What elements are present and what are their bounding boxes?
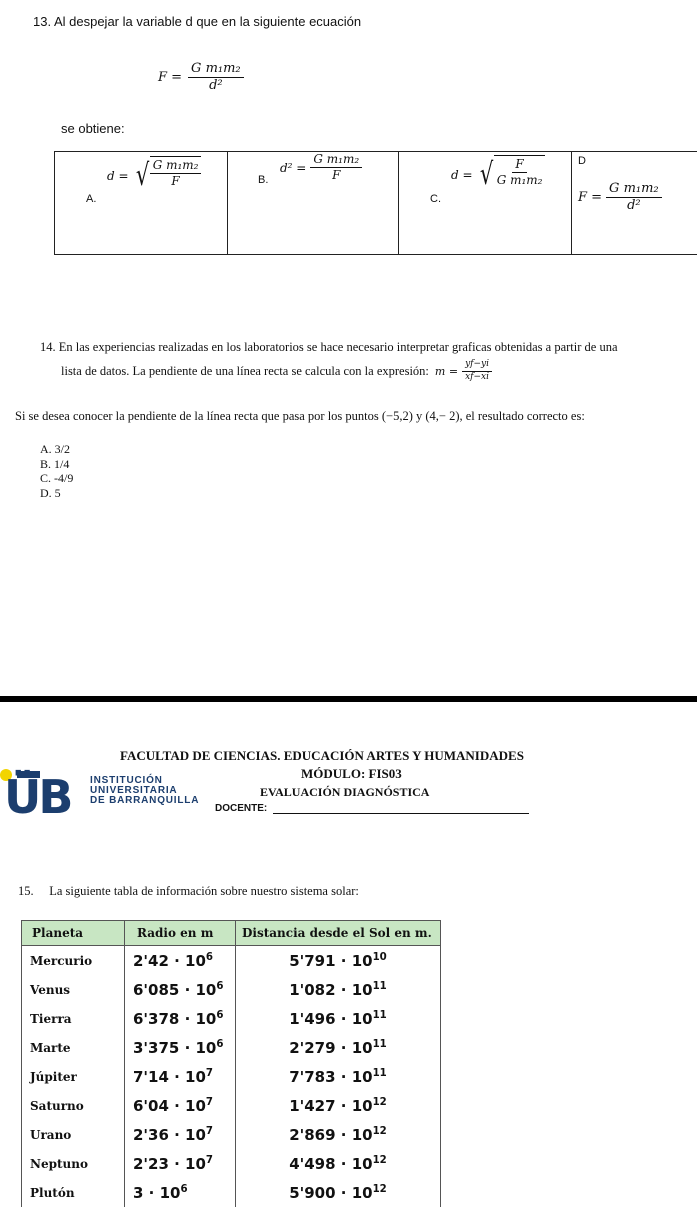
distance-cell-exponent: 12: [373, 1126, 387, 1137]
q14-option-c[interactable]: C. -4/9: [40, 471, 73, 486]
planet-name-cell: [22, 1004, 125, 1033]
module-title: MÓDULO: FIS03: [301, 766, 402, 782]
radius-cell-exponent: 6: [216, 1039, 223, 1050]
distance-cell-exponent: 12: [373, 1097, 387, 1108]
docente-label: DOCENTE:: [215, 803, 267, 814]
q13-option-b-label: B.: [258, 174, 268, 186]
distance-cell-exponent: 11: [373, 1039, 387, 1050]
planet-name-cell-value: Tierra: [30, 1012, 72, 1026]
planet-name-cell-value: Marte: [30, 1041, 71, 1055]
planet-name-cell-value: Júpiter: [30, 1070, 77, 1084]
q13-option-c-lhs: d =: [451, 168, 473, 182]
distance-cell-exponent: 11: [373, 981, 387, 992]
radius-cell-exponent: 7: [206, 1155, 213, 1166]
q13-option-c-num: F: [512, 158, 526, 173]
planet-name-cell: [22, 1120, 125, 1149]
logo-text-line2: UNIVERSITARIA: [90, 786, 199, 796]
q15-prompt: 15. La siguiente tabla de información sobre nuestro sistema solar:: [18, 884, 359, 899]
q13-option-b-formula: [280, 153, 362, 182]
distance-cell: [236, 1004, 441, 1033]
q13-option-a-label: A.: [86, 193, 96, 205]
q13-eq-den: d²: [206, 78, 226, 93]
table-row: [22, 1091, 441, 1120]
q13-eq-num: G m₁m₂: [188, 62, 244, 78]
distance-cell-value: 2'279 · 10: [289, 1039, 372, 1057]
distance-cell-value: 1'496 · 10: [289, 1010, 372, 1028]
table-row: [22, 1033, 441, 1062]
q13-option-a-cell[interactable]: [54, 151, 228, 255]
q13-eq-fraction: [188, 62, 244, 94]
q14-question: Si se desea conocer la pendiente de la línea recta que pasa por los puntos (−5,2) y (4,− 2), el resultado correcto es:: [15, 409, 697, 424]
distance-cell-exponent: 11: [373, 1068, 387, 1079]
table-row: [22, 1178, 441, 1207]
q13-option-b-lhs: d² =: [280, 161, 306, 175]
header-radius: Radio en m: [125, 921, 236, 946]
radius-cell-exponent: 6: [216, 1010, 223, 1021]
distance-cell-exponent: 12: [373, 1184, 387, 1195]
radius-cell-exponent: 7: [206, 1126, 213, 1137]
planet-name-cell-value: Neptuno: [30, 1157, 88, 1171]
logo-text-line1: INSTITUCIÓN: [90, 776, 199, 786]
q14-option-d[interactable]: D. 5: [40, 486, 73, 501]
q13-equation: [158, 62, 244, 94]
q13-option-b-num: G m₁m₂: [310, 153, 362, 168]
table-body: [22, 946, 441, 1207]
q13-option-c-sqrt: √ $\frac{F}{\text{G m₁m₂}}$: [477, 155, 546, 195]
planet-name-cell-value: Mercurio: [30, 954, 92, 968]
q14-option-b[interactable]: B. 1/4: [40, 457, 73, 472]
q13-prompt: 13. Al despejar la variable d que en la siguiente ecuación: [33, 14, 361, 29]
planet-name-cell: [22, 975, 125, 1004]
planet-name-cell: [22, 946, 125, 976]
radius-cell: [125, 1120, 236, 1149]
distance-cell: [236, 1062, 441, 1091]
radius-cell: [125, 1149, 236, 1178]
distance-cell: [236, 1091, 441, 1120]
planet-name-cell: [22, 1033, 125, 1062]
q14-formula-num: yf−yi: [462, 360, 492, 372]
radius-cell: [125, 1178, 236, 1207]
radius-cell: [125, 1091, 236, 1120]
q13-eq-lhs: F =: [158, 70, 182, 85]
distance-cell: [236, 1178, 441, 1207]
table-row: [22, 946, 441, 976]
planet-name-cell-value: Venus: [30, 983, 70, 997]
q13-option-b-cell[interactable]: [227, 151, 399, 255]
radius-cell: [125, 1033, 236, 1062]
table-row: [22, 1120, 441, 1149]
q13-option-a-num: G m₁m₂: [150, 159, 202, 174]
docente-line: [273, 813, 529, 814]
distance-cell-exponent: 11: [373, 1010, 387, 1021]
radius-cell-exponent: 6: [180, 1184, 187, 1195]
q13-option-c-cell[interactable]: [398, 151, 572, 255]
table-row: [22, 1149, 441, 1178]
q13-option-d-num: G m₁m₂: [606, 182, 662, 198]
q13-option-b-den: F: [329, 168, 343, 182]
planet-name-cell: [22, 1062, 125, 1091]
q13-option-a-formula: [107, 156, 201, 196]
distance-cell-value: 2'869 · 10: [289, 1126, 372, 1144]
radius-cell-exponent: 7: [206, 1097, 213, 1108]
distance-cell-value: 4'498 · 10: [289, 1155, 372, 1173]
institution-logo: [0, 760, 92, 820]
logo-text-line3: DE BARRANQUILLA: [90, 796, 199, 806]
logo-text: [90, 776, 199, 806]
radius-cell-value: 6'378 · 10: [133, 1010, 216, 1028]
q14-line2-text: lista de datos. La pendiente de una línea recta se calcula con la expresión:: [61, 364, 429, 379]
radius-cell: [125, 946, 236, 976]
distance-cell: [236, 1033, 441, 1062]
planet-name-cell-value: Urano: [30, 1128, 71, 1142]
q14-formula-lhs: m =: [435, 365, 458, 378]
radius-cell-value: 2'42 · 10: [133, 952, 206, 970]
table-row: [22, 1062, 441, 1091]
faculty-title: FACULTAD DE CIENCIAS. EDUCACIÓN ARTES Y HUMANIDADES: [120, 748, 524, 764]
q13-option-a-den: F: [168, 174, 182, 188]
distance-cell-exponent: 12: [373, 1155, 387, 1166]
planet-name-cell: [22, 1149, 125, 1178]
q13-option-c-den: G m₁m₂: [494, 173, 546, 187]
header-distance: Distancia desde el Sol en m.: [236, 921, 441, 946]
q13-option-a-lhs: d =: [107, 169, 129, 183]
distance-cell: [236, 975, 441, 1004]
radius-cell-value: 6'04 · 10: [133, 1097, 206, 1115]
header-planet: Planeta: [22, 921, 125, 946]
distance-cell: [236, 1120, 441, 1149]
q13-option-d-den: d²: [624, 198, 644, 213]
table-header-row: [22, 921, 441, 946]
page-divider: [0, 696, 697, 702]
planet-name-cell: [22, 1178, 125, 1207]
q14-formula: [435, 360, 492, 383]
distance-cell: [236, 946, 441, 976]
q14-options: [40, 442, 73, 500]
table-row: [22, 975, 441, 1004]
radius-cell: [125, 975, 236, 1004]
q14-line2: [61, 360, 492, 383]
distance-cell-value: 1'082 · 10: [289, 981, 372, 999]
radius-cell-value: 6'085 · 10: [133, 981, 216, 999]
planet-name-cell-value: Saturno: [30, 1099, 84, 1113]
q14-formula-den: xf−xi: [462, 372, 492, 383]
solar-system-table: [21, 920, 441, 1207]
q13-obtains: se obtiene:: [61, 121, 125, 136]
table-row: [22, 1004, 441, 1033]
q13-option-d-formula: [578, 182, 662, 214]
distance-cell-value: 5'791 · 10: [289, 952, 372, 970]
planet-name-cell: [22, 1091, 125, 1120]
radius-cell: [125, 1004, 236, 1033]
radius-cell-value: 3'375 · 10: [133, 1039, 216, 1057]
q13-option-c-label: C.: [430, 193, 441, 205]
radius-cell-value: 7'14 · 10: [133, 1068, 206, 1086]
distance-cell: [236, 1149, 441, 1178]
q13-option-a-sqrt: √ $\frac{\text{G m₁m₂}}{F}$: [133, 156, 202, 196]
evaluation-title: EVALUACIÓN DIAGNÓSTICA: [260, 785, 429, 800]
distance-cell-value: 5'900 · 10: [289, 1184, 372, 1202]
planet-name-cell-value: Plutón: [30, 1186, 75, 1200]
q13-option-c-formula: [451, 155, 545, 195]
radius-cell: [125, 1062, 236, 1091]
q14-line1: 14. En las experiencias realizadas en los laboratorios se hace necesario interpretar graficas obtenidas a partir de una: [40, 340, 697, 355]
q14-option-a[interactable]: A. 3/2: [40, 442, 73, 457]
q13-option-d-lhs: F =: [578, 190, 602, 205]
radius-cell-exponent: 7: [206, 1068, 213, 1079]
q13-option-d-cell[interactable]: [571, 151, 697, 255]
radius-cell-value: 2'36 · 10: [133, 1126, 206, 1144]
q13-option-d-label: D: [578, 155, 586, 167]
distance-cell-value: 1'427 · 10: [289, 1097, 372, 1115]
distance-cell-value: 7'783 · 10: [289, 1068, 372, 1086]
radius-cell-exponent: 6: [206, 952, 213, 963]
logo-letters: ÜB: [4, 774, 70, 820]
distance-cell-exponent: 10: [373, 952, 387, 963]
radius-cell-value: 2'23 · 10: [133, 1155, 206, 1173]
radius-cell-value: 3 · 10: [133, 1184, 180, 1202]
radius-cell-exponent: 6: [216, 981, 223, 992]
